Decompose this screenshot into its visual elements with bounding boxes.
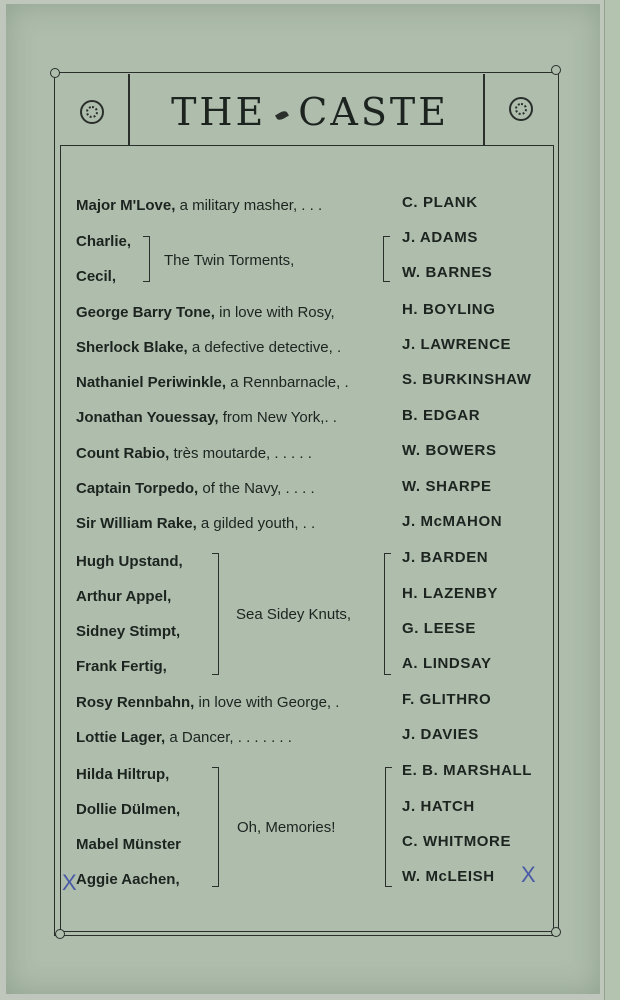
cast-row: Hilda Hiltrup, <box>76 766 170 783</box>
actor-name: J. BARDEN <box>402 549 489 566</box>
cast-row: Hugh Upstand, <box>76 553 183 570</box>
title-word-caste: CASTE <box>298 90 449 134</box>
handwritten-x-mark: X <box>62 870 77 895</box>
cast-row: Captain Torpedo, of the Navy, . . . . <box>76 480 315 497</box>
group-label: Sea Sidey Knuts, <box>236 606 352 623</box>
group-brace <box>143 236 150 282</box>
actor-name: W. McLEISH <box>402 868 495 885</box>
actor-name: J. McMAHON <box>402 513 503 530</box>
actor-name: C. WHITMORE <box>402 833 512 850</box>
title-word-the: THE <box>171 90 267 134</box>
group-label: Oh, Memories! <box>237 819 336 836</box>
cast-row: Rosy Rennbahn, in love with George, . <box>76 694 340 711</box>
cast-row: Dollie Dülmen, <box>76 801 181 818</box>
cast-row: Mabel Münster <box>76 836 182 853</box>
header-divider <box>483 74 485 146</box>
corner-ornament <box>551 65 561 75</box>
actor-name: F. GLITHRO <box>402 691 492 708</box>
actor-name: B. EDGAR <box>402 407 481 424</box>
leaf-icon <box>275 109 289 121</box>
rosette-icon <box>509 97 533 121</box>
actor-name: W. BARNES <box>402 264 493 281</box>
group-label: The Twin Torments, <box>164 252 295 269</box>
cast-row: Sir William Rake, a gilded youth, . . <box>76 515 316 532</box>
cast-row: Sherlock Blake, a defective detective, . <box>76 339 342 356</box>
group-brace <box>212 553 219 675</box>
cast-row: Count Rabio, très moutarde, . . . . . <box>76 445 312 462</box>
cast-row: Major M'Love, a military masher, . . . <box>76 197 323 214</box>
actor-name: C. PLANK <box>402 194 478 211</box>
actor-name: J. DAVIES <box>402 726 479 743</box>
actor-name: H. LAZENBY <box>402 585 498 602</box>
actor-name: S. BURKINSHAW <box>402 371 532 388</box>
actor-name: E. B. MARSHALL <box>402 762 533 779</box>
group-brace <box>385 767 392 887</box>
group-brace <box>212 767 219 887</box>
rosette-icon <box>80 100 104 124</box>
actor-name: A. LINDSAY <box>402 655 492 672</box>
group-brace <box>384 553 391 675</box>
cast-row: Cecil, <box>76 268 117 285</box>
actor-name: J. HATCH <box>402 798 475 815</box>
cast-row: George Barry Tone, in love with Rosy, <box>76 304 335 321</box>
actor-name: H. BOYLING <box>402 301 496 318</box>
header-divider <box>128 74 130 146</box>
corner-ornament <box>551 927 561 937</box>
group-brace <box>383 236 390 282</box>
actor-name: G. LEESE <box>402 620 476 637</box>
corner-ornament <box>50 68 60 78</box>
cast-row: Arthur Appel, <box>76 588 172 605</box>
handwritten-x-mark: X <box>521 862 536 887</box>
actor-name: W. BOWERS <box>402 442 497 459</box>
cast-row: Aggie Aachen, <box>76 871 180 888</box>
cast-row: Lottie Lager, a Dancer, . . . . . . . <box>76 729 292 746</box>
corner-ornament <box>55 929 65 939</box>
cast-row: Jonathan Youessay, from New York,. . <box>76 409 337 426</box>
actor-name: J. ADAMS <box>402 229 478 246</box>
page-title <box>140 90 480 134</box>
cast-row: Sidney Stimpt, <box>76 623 181 640</box>
cast-row: Nathaniel Periwinkle, a Rennbarnacle, . <box>76 374 349 391</box>
actor-name: J. LAWRENCE <box>402 336 512 353</box>
actor-name: W. SHARPE <box>402 478 492 495</box>
cast-row: Frank Fertig, <box>76 658 167 675</box>
page-edge <box>604 0 620 1000</box>
cast-row: Charlie, <box>76 233 132 250</box>
